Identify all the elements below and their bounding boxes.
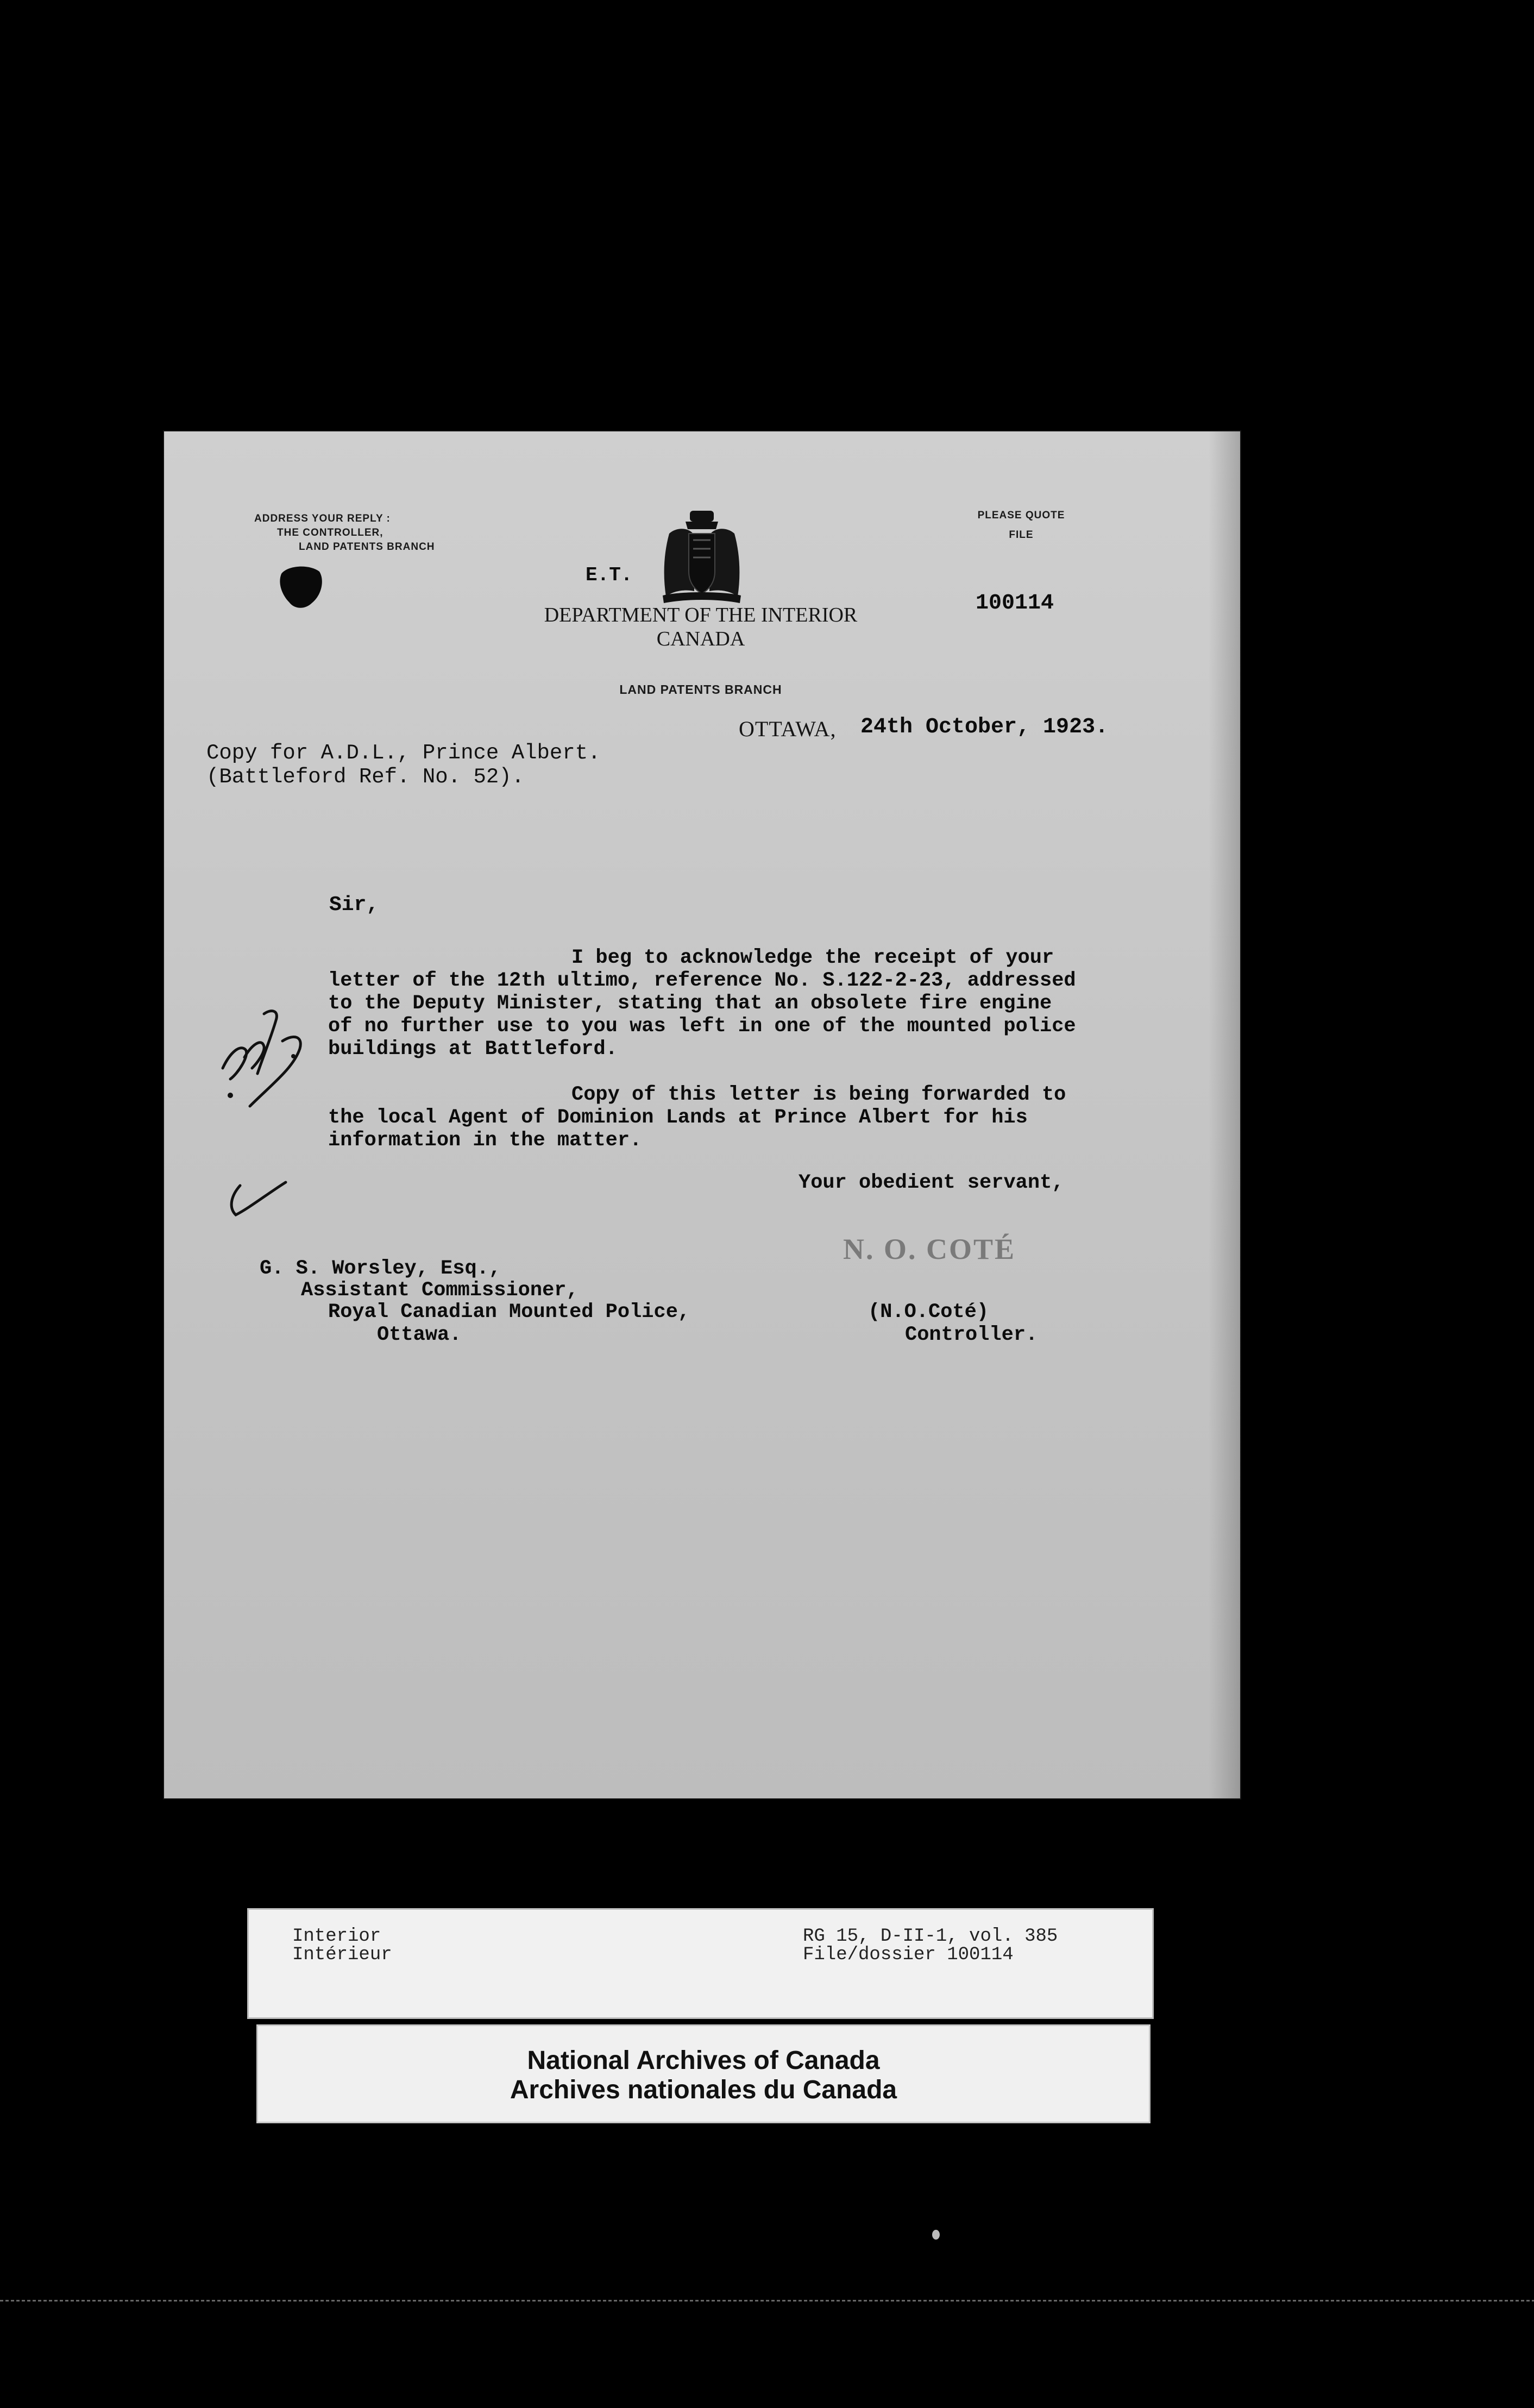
branch-heading: LAND PATENTS BRANCH (619, 682, 782, 697)
signature-stamp: N. O. COTÉ (843, 1233, 1016, 1265)
caption-record-group: RG 15, D-II-1, vol. 385 (803, 1926, 1058, 1947)
letter-page (163, 430, 1241, 1799)
paragraph1-line4: of no further use to you was left in one of the mounted police (328, 1015, 1076, 1038)
paragraph1-line3: to the Deputy Minister, stating that an obsolete fire engine (328, 992, 1052, 1015)
return-address-line2: THE CONTROLLER, (277, 527, 384, 538)
recipient-line4: Ottawa. (377, 1324, 462, 1346)
archival-caption-box (247, 1908, 1154, 2019)
punch-hole-blot (276, 564, 324, 611)
archives-name-fr: Archives nationales du Canada (510, 2075, 897, 2104)
letter-place: OTTAWA, (739, 717, 837, 741)
film-speck (932, 2230, 940, 2240)
paragraph1-line1: I beg to acknowledge the receipt of your (571, 946, 1054, 969)
letter-date: 24th October, 1923. (860, 715, 1109, 739)
signer-title: Controller. (905, 1324, 1038, 1346)
copy-note-line1: Copy for A.D.L., Prince Albert. (206, 741, 601, 765)
country-heading: CANADA (656, 628, 745, 650)
national-archives-label (256, 2024, 1150, 2123)
return-address-line1: ADDRESS YOUR REPLY : (254, 513, 391, 524)
coat-of-arms-emblem (658, 510, 745, 605)
caption-department-fr: Intérieur (292, 1945, 392, 1965)
salutation: Sir, (329, 893, 379, 917)
signer-name: (N.O.Coté) (868, 1301, 989, 1324)
closing: Your obedient servant, (799, 1171, 1064, 1194)
caption-department-en: Interior (292, 1926, 381, 1947)
handwritten-initials-mark (212, 992, 315, 1112)
page-edge-shadow (1209, 430, 1241, 1799)
film-edge-rule (0, 2300, 1534, 2302)
department-heading: DEPARTMENT OF THE INTERIOR (544, 604, 858, 626)
paragraph1-line2: letter of the 12th ultimo, reference No. S.122-2-23, addressed (328, 969, 1076, 992)
file-number: 100114 (976, 591, 1054, 616)
paragraph2-line2: the local Agent of Dominion Lands at Prince Albert for his (328, 1106, 1028, 1129)
recipient-line2: Assistant Commissioner, (301, 1279, 579, 1302)
recipient-line1: G. S. Worsley, Esq., (260, 1257, 501, 1280)
file-label: FILE (1009, 529, 1034, 541)
caption-file-number: File/dossier 100114 (803, 1945, 1014, 1965)
archives-name-en: National Archives of Canada (527, 2046, 880, 2075)
typist-initials: E.T. (586, 564, 633, 586)
paragraph2-line1: Copy of this letter is being forwarded to (571, 1083, 1066, 1106)
paragraph2-line3: information in the matter. (328, 1129, 642, 1152)
paragraph1-line5: buildings at Battleford. (328, 1038, 618, 1061)
copy-note-line2: (Battleford Ref. No. 52). (206, 765, 525, 789)
handwritten-check-mark (222, 1169, 292, 1224)
recipient-line3: Royal Canadian Mounted Police, (328, 1301, 690, 1324)
return-address-line3: LAND PATENTS BRANCH (299, 541, 435, 553)
please-quote-label: PLEASE QUOTE (977, 510, 1065, 521)
